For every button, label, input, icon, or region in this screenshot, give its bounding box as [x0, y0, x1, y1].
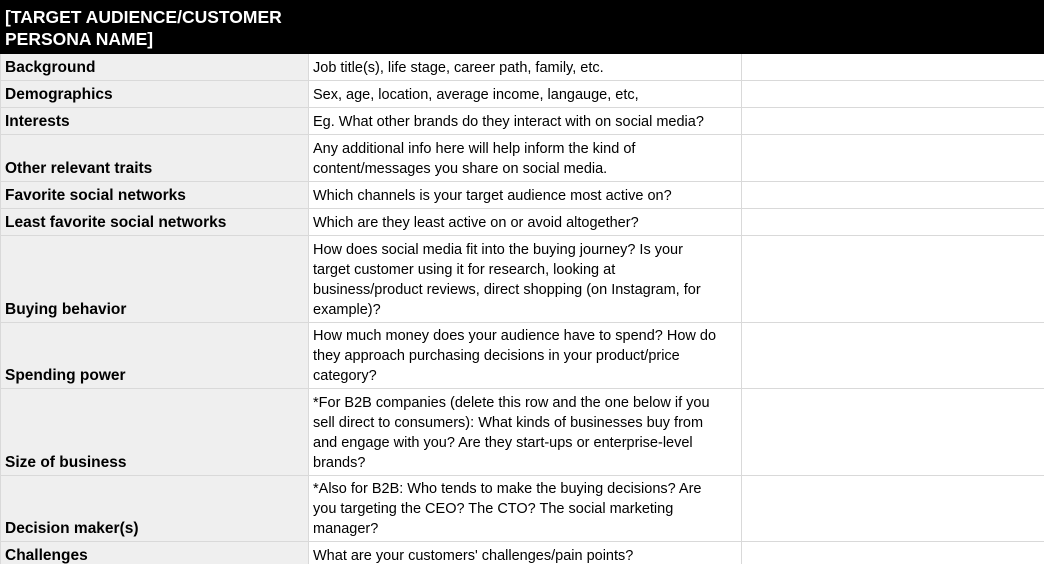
row-description-cell[interactable] [309, 108, 742, 135]
row-label: Decision maker(s) [5, 520, 139, 537]
row-notes-cell[interactable] [742, 81, 1044, 108]
row-label-cell[interactable] [1, 108, 309, 135]
row-notes-cell[interactable] [742, 135, 1044, 182]
row-label: Challenges [5, 547, 88, 564]
description-line: business/product reviews, direct shopping (on Instagram, for [313, 282, 701, 298]
row-description-cell[interactable] [309, 236, 742, 323]
description-line: target customer using it for research, looking at [313, 262, 616, 278]
row-notes-cell[interactable] [742, 542, 1044, 564]
table-row-decision-makers [1, 476, 1044, 542]
description-line: brands? [313, 455, 366, 471]
row-label-cell[interactable] [1, 209, 309, 236]
row-notes-cell[interactable] [742, 54, 1044, 81]
description-line: What are your customers' challenges/pain points? [313, 548, 634, 564]
table-row-least-favorite-social-networks [1, 209, 1044, 236]
row-label-cell[interactable] [1, 54, 309, 81]
description-line: How does social media fit into the buying journey? Is your [313, 242, 683, 258]
row-label-cell[interactable] [1, 135, 309, 182]
persona-title-cell[interactable] [1, 1, 309, 54]
table-row-background [1, 54, 1044, 81]
row-notes-cell[interactable] [742, 209, 1044, 236]
row-description-cell[interactable] [309, 182, 742, 209]
row-description-cell[interactable] [309, 323, 742, 389]
row-label: Favorite social networks [5, 187, 186, 204]
row-description-cell[interactable] [309, 209, 742, 236]
row-notes-cell[interactable] [742, 323, 1044, 389]
row-description-cell[interactable] [309, 54, 742, 81]
table-row-interests [1, 108, 1044, 135]
row-label-cell[interactable] [1, 476, 309, 542]
row-description-cell[interactable] [309, 476, 742, 542]
table-row-demographics [1, 81, 1044, 108]
row-notes-cell[interactable] [742, 476, 1044, 542]
row-label: Size of business [5, 454, 127, 471]
description-line: Which channels is your target audience most active on? [313, 188, 672, 204]
row-label: Demographics [5, 86, 113, 103]
table-row-size-of-business [1, 389, 1044, 476]
description-line: How much money does your audience have to spend? How do [313, 328, 717, 344]
row-description-cell[interactable] [309, 81, 742, 108]
row-label: Buying behavior [5, 301, 127, 318]
description-line: Which are they least active on or avoid altogether? [313, 215, 639, 231]
description-line: *For B2B companies (delete this row and the one below if you [313, 395, 710, 411]
row-notes-cell[interactable] [742, 108, 1044, 135]
row-label: Least favorite social networks [5, 214, 227, 231]
row-label: Background [5, 59, 96, 76]
description-line: content/messages you share on social media. [313, 161, 608, 177]
row-label-cell[interactable] [1, 81, 309, 108]
row-label: Interests [5, 113, 70, 130]
description-line: Job title(s), life stage, career path, family, etc. [313, 60, 604, 76]
row-label-cell[interactable] [1, 389, 309, 476]
row-notes-cell[interactable] [742, 236, 1044, 323]
persona-title-line-2: PERSONA NAME] [5, 29, 154, 49]
row-label-cell[interactable] [1, 323, 309, 389]
row-label-cell[interactable] [1, 182, 309, 209]
description-line: Eg. What other brands do they interact with on social media? [313, 114, 704, 130]
row-description-cell[interactable] [309, 135, 742, 182]
row-label: Other relevant traits [5, 160, 153, 177]
description-line: manager? [313, 521, 379, 537]
description-line: *Also for B2B: Who tends to make the buying decisions? Are [313, 481, 702, 497]
description-line: example)? [313, 302, 381, 318]
description-line: and engage with you? Are they start-ups or enterprise-level [313, 435, 693, 451]
table-row-spending-power [1, 323, 1044, 389]
header-cell-notes[interactable] [742, 1, 1044, 54]
table-row-other-relevant-traits [1, 135, 1044, 182]
description-line: Any additional info here will help inform the kind of [313, 141, 636, 157]
header-row [1, 1, 1044, 54]
row-notes-cell[interactable] [742, 389, 1044, 476]
table-row-challenges [1, 542, 1044, 564]
persona-title-line-1: [TARGET AUDIENCE/CUSTOMER [5, 7, 282, 27]
table-row-buying-behavior [1, 236, 1044, 323]
row-label: Spending power [5, 367, 126, 384]
header-cell-description[interactable] [309, 1, 742, 54]
description-line: sell direct to consumers): What kinds of businesses buy from [313, 415, 704, 431]
row-notes-cell[interactable] [742, 182, 1044, 209]
description-line: you targeting the CEO? The CTO? The social marketing [313, 501, 674, 517]
description-line: they approach purchasing decisions in your product/price [313, 348, 680, 364]
row-description-cell[interactable] [309, 542, 742, 564]
row-description-cell[interactable] [309, 389, 742, 476]
row-label-cell[interactable] [1, 236, 309, 323]
description-line: Sex, age, location, average income, langauge, etc, [313, 87, 639, 103]
description-line: category? [313, 368, 377, 384]
table-row-favorite-social-networks [1, 182, 1044, 209]
row-label-cell[interactable] [1, 542, 309, 564]
